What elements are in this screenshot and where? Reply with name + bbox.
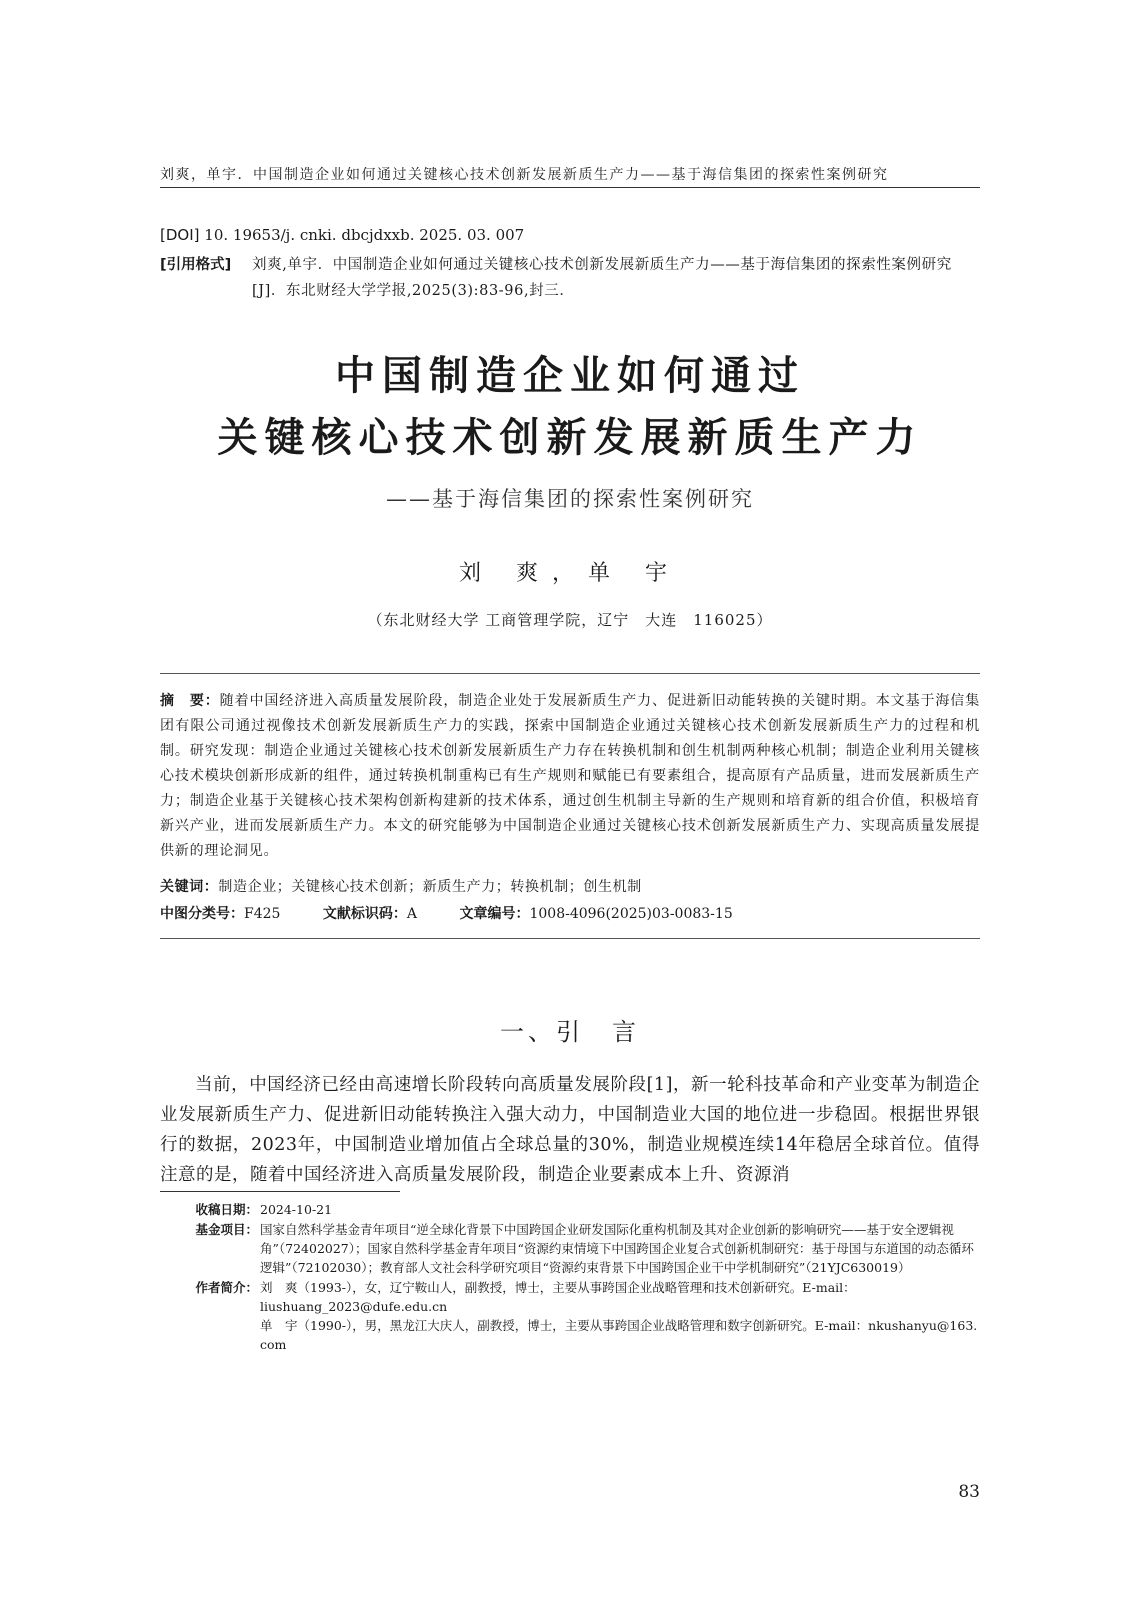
classification-line [160, 903, 771, 923]
article-notes [160, 1200, 980, 1355]
body-paragraph: 当前，中国经济已经由高速增长阶段转向高质量发展阶段[1]，新一轮科技革命和产业变革为制造企业发展新质生产力、促进新旧动能转换注入强大动力，中国制造业大国的地位进一步稳固。根据世界银行的数据，2023年，中国制造业增加值占全球总量的30%，制造业规模连续14年稳居全球首位。值得注意的是，随着中国经济进入高质量发展阶段，制造企业要素成本上升、资源消 [160, 1075, 980, 1185]
doi-value: 10. 19653/j. cnki. dbcjdxxb. 2025. 03. 007 [204, 226, 525, 244]
abstract [160, 689, 980, 864]
received-label: 收稿日期： [195, 1202, 258, 1217]
subtitle: ——基于海信集团的探索性案例研究 [386, 487, 754, 511]
doc-code-label: 文献标识码： [322, 906, 407, 922]
clc-value: F425 [244, 906, 281, 922]
doi-label: [DOI] [160, 226, 200, 244]
abstract-text: 随着中国经济进入高质量发展阶段，制造企业处于发展新质生产力、促进新旧动能转换的关键时期。本文基于海信集团有限公司通过视像技术创新发展新质生产力的实践，探索中国制造企业通过关键核心技术创新发展新质生产力的过程和机制。研究发现：制造企业通过关键核心技术创新发展新质生产力存在转换机制和创生机制两种核心机制；制造企业利用关键核心技术模块创新形成新的组件，通过转换机制重构已有生产规则和赋能已有要素组合，提高原有产品质量，进而发展新质生产力；制造企业基于关键核心技术架构创新构建新的技术体系，通过创生机制主导新的生产规则和培育新的组合价值，积极培育新兴产业，进而发展新质生产力。本文的研究能够为中国制造企业通过关键核心技术创新发展新质生产力、实现高质量发展提供新的理论洞见。 [160, 693, 981, 859]
doi-line [160, 226, 524, 244]
title-line-2: 关键核心技术创新发展新质生产力 [217, 414, 923, 461]
page-number: 83 [958, 1482, 980, 1502]
abstract-bottom-rule [160, 938, 980, 939]
author-bio-label: 作者简介： [195, 1280, 258, 1295]
abstract-top-rule [160, 673, 980, 674]
authors: 刘 爽，单 宇 [459, 561, 681, 586]
clc-label: 中图分类号： [160, 906, 244, 922]
article-number-value: 1008-4096(2025)03-0083-15 [529, 906, 733, 922]
fund-label: 基金项目： [195, 1222, 258, 1237]
affiliation: （东北财经大学 工商管理学院，辽宁 大连 116025） [367, 611, 773, 629]
citation-block [160, 252, 985, 304]
section-heading: 一、引 言 [500, 1018, 640, 1046]
keywords-label: 关键词： [160, 879, 219, 895]
fund-info [160, 1220, 980, 1277]
running-head: 刘爽，单宇．中国制造企业如何通过关键核心技术创新发展新质生产力——基于海信集团的探索性案例研究 [160, 167, 889, 183]
keywords-text: 制造企业；关键核心技术创新；新质生产力；转换机制；创生机制 [218, 879, 642, 895]
article-number-label: 文章编号： [459, 906, 530, 922]
keywords [160, 876, 642, 896]
received-value: 2024-10-21 [260, 1202, 333, 1217]
received-date [160, 1200, 980, 1219]
fund-value: 国家自然科学基金青年项目“逆全球化背景下中国跨国企业研发国际化重构机制及其对企业创新的影响研究——基于安全逻辑视角”（72402027）；国家自然科学基金青年项目“资源约束情境下中国跨国企业复合式创新机制研究：基于母国与东道国的动态循环逻辑”（72102030）；教育部人文社会科学研究项目“资源约束背景下中国跨国企业干中学机制研究”（21YJC630019） [260, 1222, 974, 1275]
title-line-1: 中国制造企业如何通过 [335, 352, 805, 399]
citation-text: 刘爽,单宇．中国制造企业如何通过关键核心技术创新发展新质生产力——基于海信集团的探索性案例研究[J]．东北财经大学学报,2025(3):83-96,封三． [252, 257, 952, 299]
citation-label: [引用格式] [160, 257, 232, 273]
author-bio-2: 单 宇（1990-），男，黑龙江大庆人，副教授，博士，主要从事跨国企业战略管理和数字创新研究。E-mail：nkushanyu@163. com [260, 1318, 978, 1352]
footnote-rule [160, 1191, 400, 1192]
body-text [160, 1070, 980, 1190]
author-bio [160, 1278, 980, 1354]
author-bio-1: 刘 爽（1993-），女，辽宁鞍山人，副教授，博士，主要从事跨国企业战略管理和技术创新研究。E-mail：liushuang_2023@dufe.edu.cn [260, 1280, 856, 1314]
doc-code-value: A [406, 906, 418, 922]
header-rule [160, 187, 980, 188]
abstract-label: 摘 要： [160, 693, 220, 709]
